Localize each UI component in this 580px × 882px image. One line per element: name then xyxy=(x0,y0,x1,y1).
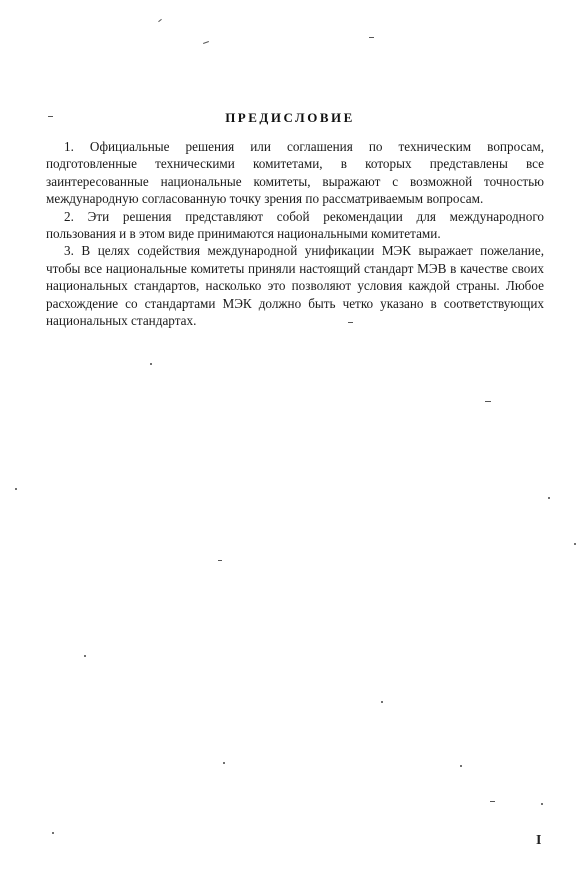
scan-mark xyxy=(490,801,495,802)
scan-speck xyxy=(381,701,383,703)
scan-speck xyxy=(84,655,86,657)
scan-mark xyxy=(369,37,374,38)
scan-mark xyxy=(218,560,222,561)
paragraph-1: 1. Официальные решения или соглашения по техническим вопросам, подготовленные техническими комитетами, в которых представлены все заинтересованные национальные комитеты, выражают с возможной точностью международную согласованную точку зрения по рассматриваемым вопросам. xyxy=(46,139,544,207)
page-number: I xyxy=(536,833,542,848)
paragraph-3: 3. В целях содействия международной унификации МЭК выражает пожелание, чтобы все национальные комитеты приняли настоящий стандарт МЭВ в качестве своих национальных стандартов, насколько это позволяют условия каждой страны. Любое расхождение со стандартами МЭК должно быть четко указано в соответствующих национальных стандартах. xyxy=(46,243,544,329)
paragraph-2: 2. Эти решения представляют собой рекомендации для международного пользования и в этом виде принимаются национальными комитетами. xyxy=(46,208,544,242)
scan-speck xyxy=(150,363,152,365)
scan-speck xyxy=(574,543,576,545)
page-title: ПРЕДИСЛОВИЕ xyxy=(225,110,355,125)
scan-speck xyxy=(541,803,543,805)
preface-body xyxy=(46,138,544,329)
scan-speck xyxy=(15,488,17,490)
scan-speck xyxy=(460,765,462,767)
scan-mark xyxy=(485,401,491,402)
scan-mark xyxy=(203,41,209,44)
scan-speck xyxy=(223,762,225,764)
scan-speck xyxy=(548,497,550,499)
scan-mark xyxy=(158,19,162,22)
scan-speck xyxy=(52,832,54,834)
